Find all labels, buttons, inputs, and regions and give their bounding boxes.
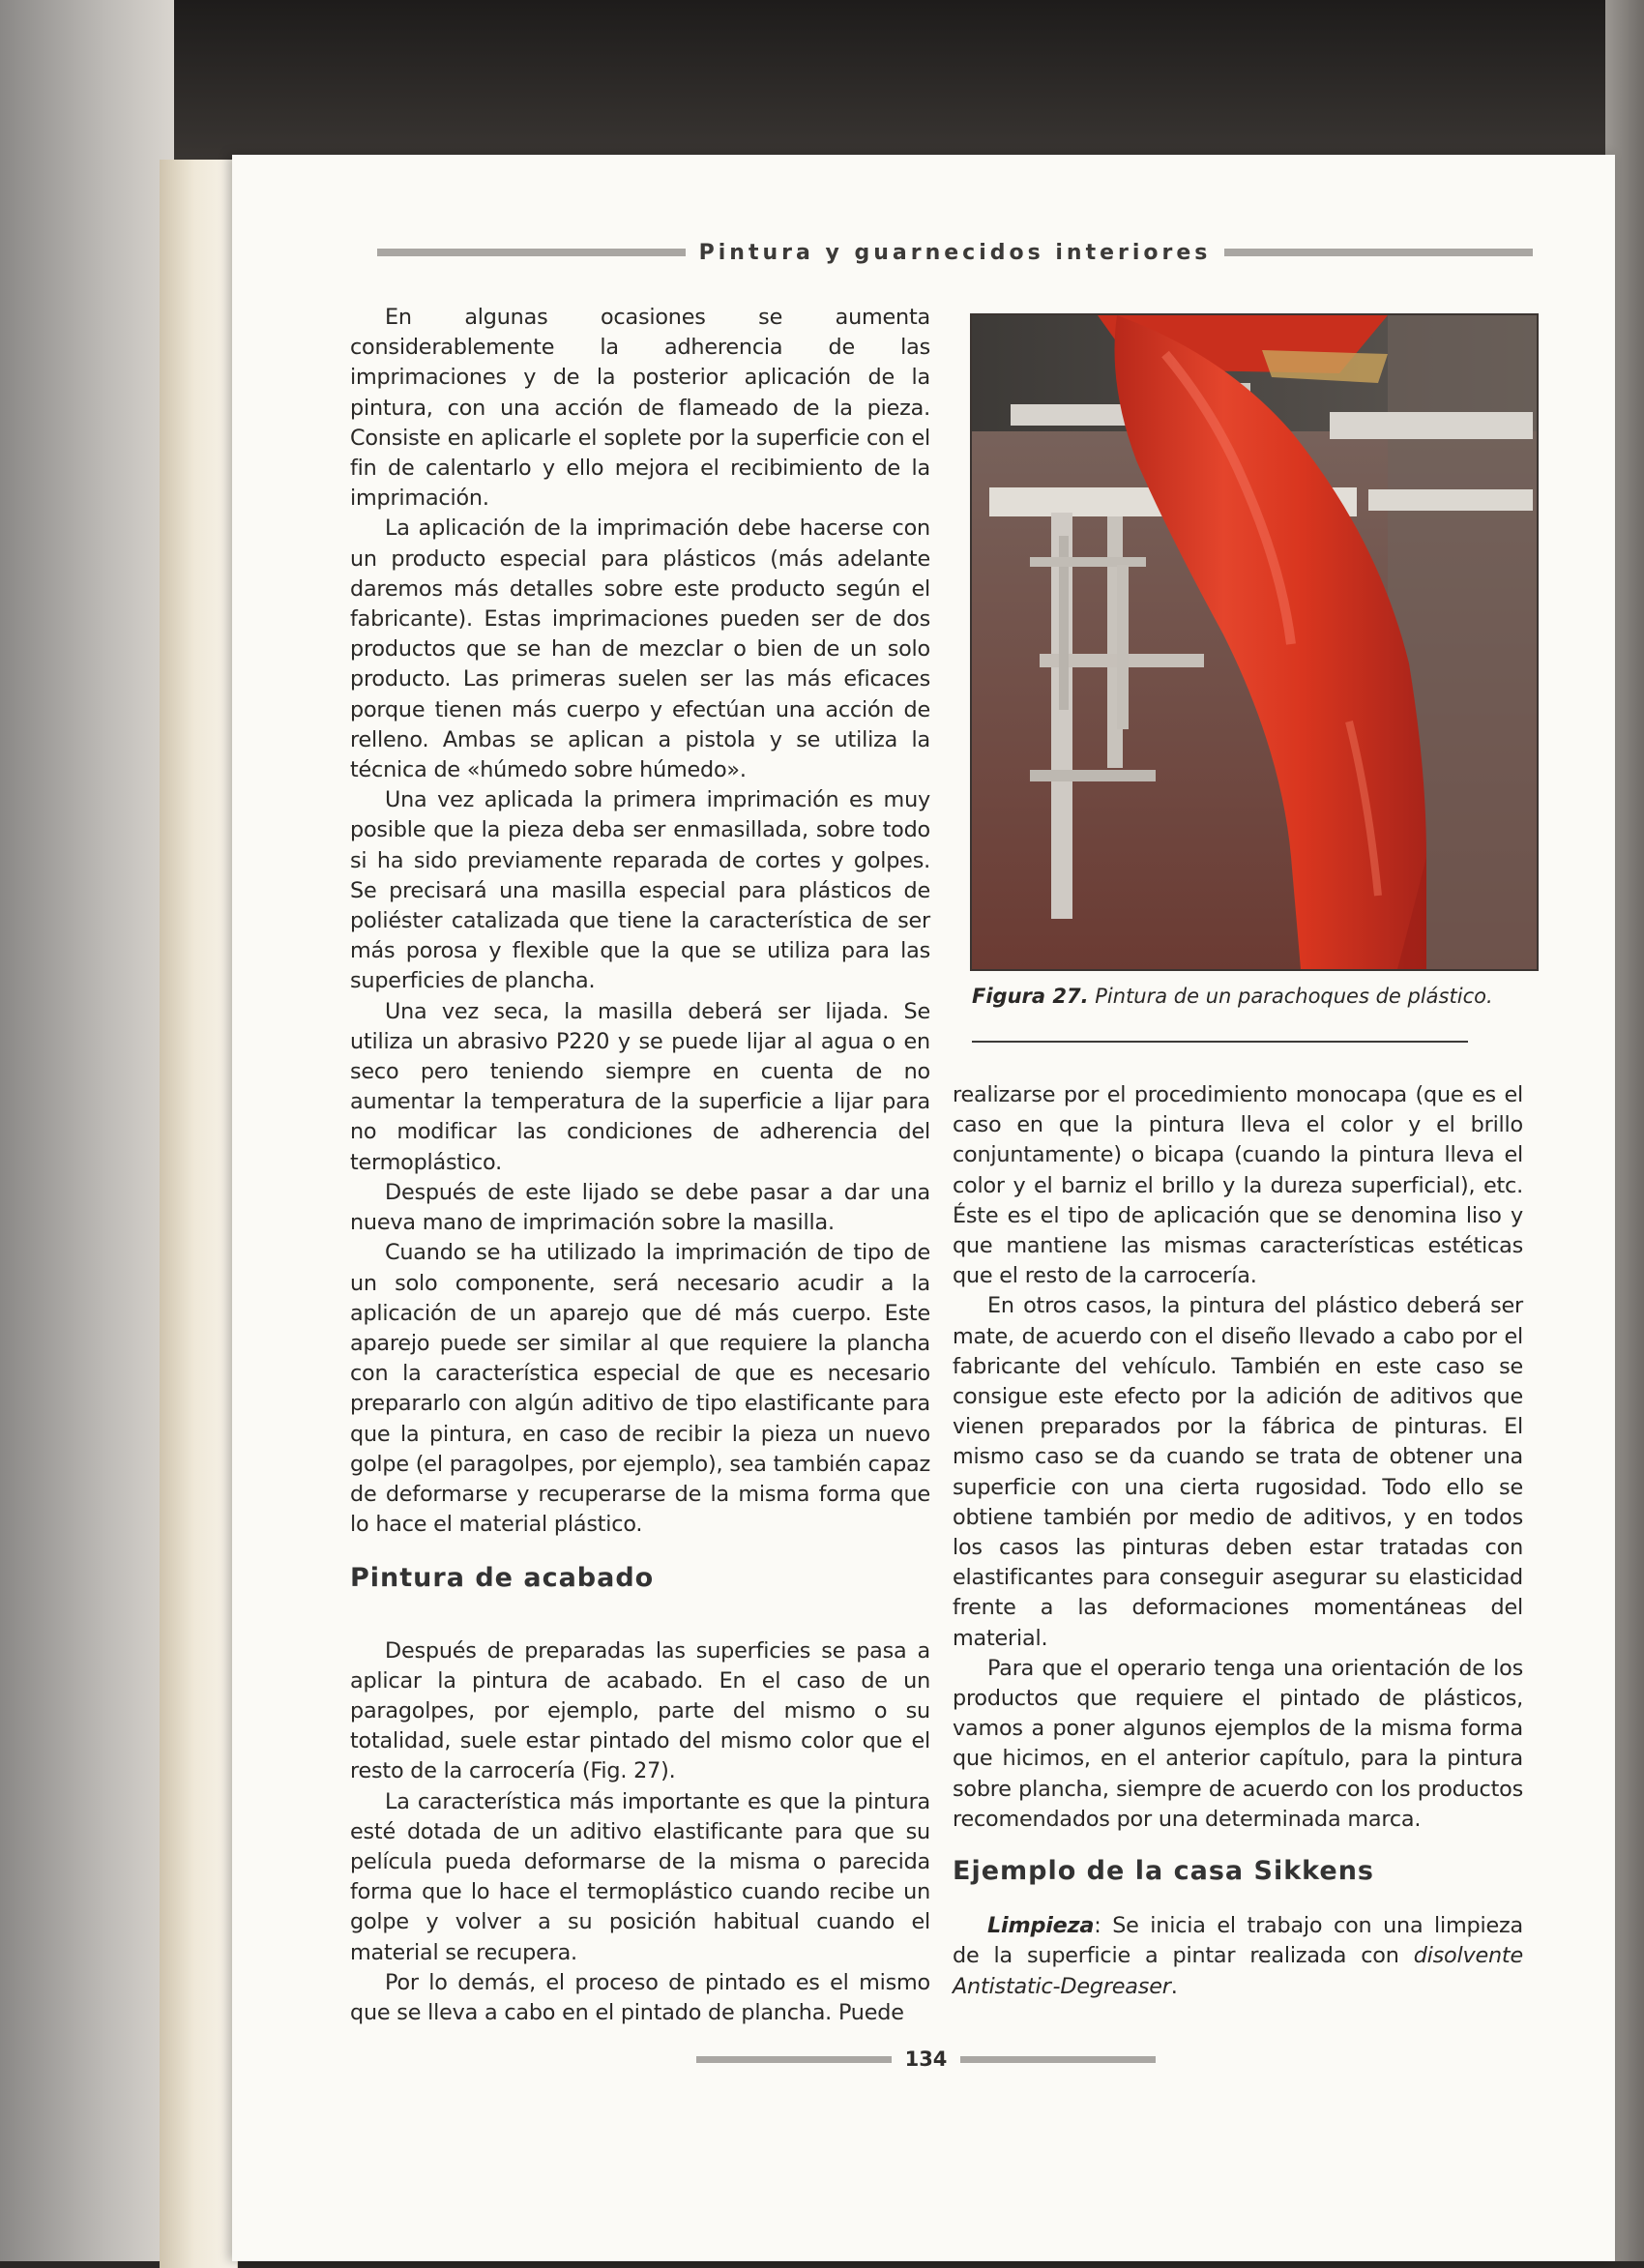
paragraph: Por lo demás, el proceso de pintado es el mismo que se lleva a cabo en el pintado de plancha. Puede [350,1969,930,2025]
page-number: 134 [904,2047,948,2071]
footer-rule-left [696,2056,892,2063]
figure-caption [972,985,1552,1008]
limpieza-label: Limpieza [987,1913,1095,1939]
paragraph-limpieza [953,1911,1523,2002]
limpieza-text: : Se inicia el trabajo con una limpieza de la superficie a pintar realizada con [953,1913,1523,1969]
paragraph: Una vez seca, la masilla deberá ser lijada. Se utiliza un abrasivo P220 y se puede lijar al agua o en seco pero teniendo siempre en cuenta de no aumentar la temperatura de la superficie a lijar para no modificar las condiciones de adherencia del termoplástico. [350,998,930,1175]
scan-background-top [0,0,1644,164]
paragraph: Después de preparadas las superficies se pasa a aplicar la pintura de acabado. En el caso de un paragolpes, por ejemplo, parte del mismo o su totalidad, suele estar pintado del mismo color que el resto de la carrocería (Fig. 27). [350,1637,930,1784]
running-head [377,238,1533,267]
page-footer [696,2045,1156,2074]
right-column [953,1080,1523,2002]
paragraph: La característica más importante es que la pintura esté dotada de un aditivo elastificante para que su película pueda deformarse de la misma o parecida forma que lo hace el termoplástico cuando recibe un golpe y volver a su posición habitual cuando el material se recupera. [350,1788,930,1965]
section-heading-pintura-de-acabado: Pintura de acabado [350,1563,655,1594]
paragraph: realizarse por el procedimiento monocapa (que es el caso en que la pintura lleva el color y el brillo conjuntamente) o bicapa (cuando la pintura lleva el color y el barniz el brillo y la dureza superficial), etc. Éste es el tipo de aplicación que se denomina liso y que mantiene las mismas características estéticas que el resto de la carrocería. [953,1082,1523,1289]
scan-background-left [0,0,174,2261]
footer-rule-right [960,2056,1156,2063]
paragraph: En algunas ocasiones se aumenta considerablemente la adherencia de las imprimaciones y de la posterior aplicación de la pintura, con una acción de flameado de la pieza. Consiste en aplicarle el soplete por la superficie con el fin de calentarlo y ello mejora el recibimiento de la imprimación. [350,305,930,512]
figure-27-photo [970,313,1539,971]
caption-divider [972,1041,1468,1043]
section-heading-ejemplo-sikkens: Ejemplo de la casa Sikkens [953,1856,1374,1887]
paragraph: Una vez aplicada la primera imprimación es muy posible que la pieza deba ser enmasillada, sobre todo si ha sido previamente reparada de cortes y golpes. Se precisará una masilla especial para plásticos de poliéster catalizada que tiene la característica de ser más porosa y flexible que la que se utiliza para las superficies de plancha. [350,787,930,994]
paragraph: La aplicación de la imprimación debe hacerse con un producto especial para plásticos (más adelante daremos más detalles sobre este producto según el fabricante). Estas imprimaciones pueden ser de dos productos que se han de mezclar o bien de un solo producto. Las primeras suelen ser las más eficaces porque tienen más cuerpo y efectúan una acción de relleno. Ambas se aplican a pistola y se utiliza la técnica de «húmedo sobre húmedo». [350,515,930,783]
paragraph: Cuando se ha utilizado la imprimación de tipo de un solo componente, será necesario acudir a la aplicación de un aparejo que dé más cuerpo. Este aparejo puede ser similar al que requiere la plancha con la característica especial de que es necesario prepararlo con algún aditivo de tipo elastificante para que la pintura, en caso de recibir la pieza un nuevo golpe (el paragolpes, por ejemplo), sea también capaz de deformarse y recuperarse de la misma forma que lo hace el material plástico. [350,1240,930,1538]
book-page-edge [160,160,238,2268]
running-head-rule-right [1224,249,1533,256]
figure-label: Figura 27. [972,985,1089,1008]
paragraph: En otros casos, la pintura del plástico deberá ser mate, de acuerdo con el diseño llevado a cabo por el fabricante del vehículo. También en este caso se consigue este efecto por la adición de aditivos que vienen preparados por la fábrica de pinturas. El mismo caso se da cuando se trata de obtener una superficie con una cierta rugosidad. Todo ello se obtiene también por medio de aditivos, y en todos los casos las pinturas deben estar tratadas con elastificantes para conseguir asegurar su elasticidad frente a las deformaciones momentáneas del material. [953,1293,1523,1651]
bumper-painting-photo [972,315,1537,969]
left-column [350,303,930,2028]
limpieza-product: disolvente Antistatic-Degreaser [953,1943,1523,1999]
running-head-title: Pintura y guarnecidos interiores [698,240,1212,265]
limpieza-end: . [1170,1973,1178,1999]
running-head-rule-left [377,249,686,256]
paragraph: Para que el operario tenga una orientación de los productos que requiere el pintado de plásticos, vamos a poner algunos ejemplos de la misma forma que hicimos, en el anterior capítulo, para la pintura sobre plancha, siempre de acuerdo con los productos recomendados por una determinada marca. [953,1655,1523,1832]
figure-caption-text: Pintura de un parachoques de plástico. [1095,985,1493,1008]
paragraph: Después de este lijado se debe pasar a dar una nueva mano de imprimación sobre la masilla. [350,1179,930,1236]
